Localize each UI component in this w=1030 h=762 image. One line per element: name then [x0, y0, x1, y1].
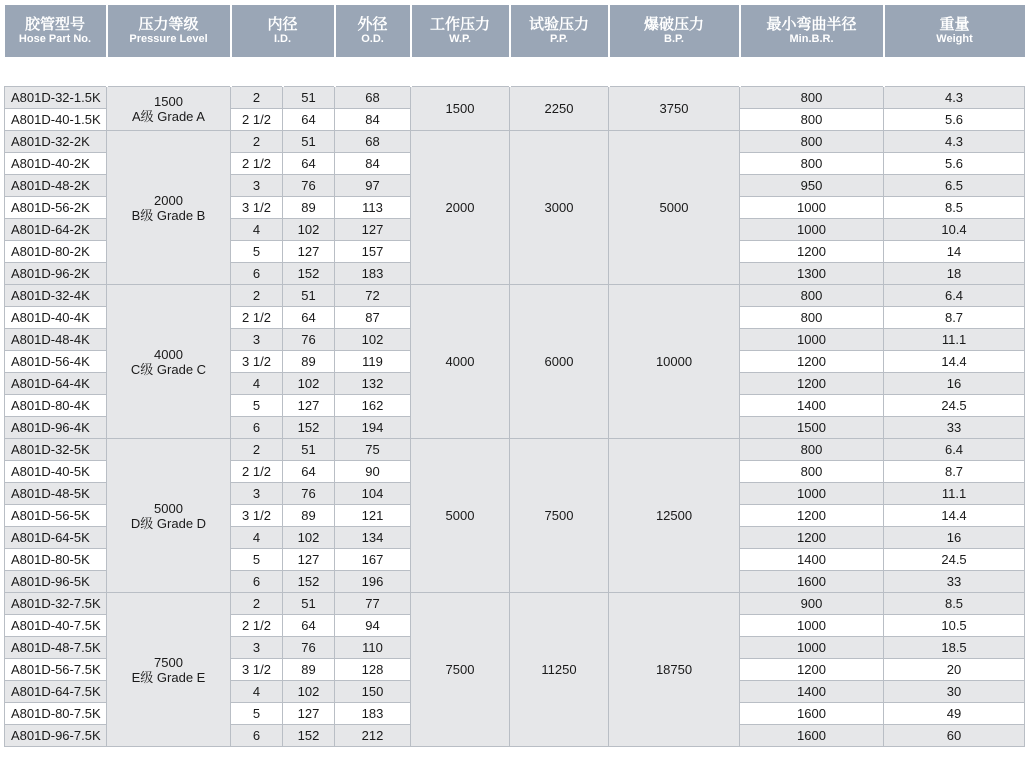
id-mm-cell: 64 [283, 461, 335, 483]
id-mm-cell: 127 [283, 703, 335, 725]
id-inch-cell: 3 [231, 175, 283, 197]
min-bend-radius-cell: 800 [740, 131, 884, 153]
weight-cell: 8.5 [884, 197, 1025, 219]
pressure-level-psi: 7500 [154, 654, 183, 670]
weight-cell: 4.3 [884, 131, 1025, 153]
pressure-level-psi: 1500 [154, 93, 183, 109]
id-inch-cell: 2 1/2 [231, 615, 283, 637]
min-bend-radius-cell: 800 [740, 285, 884, 307]
part-number-cell: A801D-40-5K [5, 461, 107, 483]
header-en: W.P. [449, 33, 471, 45]
part-number-cell: A801D-64-5K [5, 527, 107, 549]
id-inch-cell: 3 1/2 [231, 351, 283, 373]
weight-cell: 30 [884, 681, 1025, 703]
weight-cell: 18 [884, 263, 1025, 285]
header-en: O.D. [361, 33, 384, 45]
header-proof-pressure [510, 5, 609, 57]
unit-wp: psi [411, 57, 510, 87]
spec-table-body [5, 87, 1025, 747]
min-bend-radius-cell: 800 [740, 439, 884, 461]
id-mm-cell: 152 [283, 263, 335, 285]
id-inch-cell: 3 [231, 329, 283, 351]
pressure-level-cell [107, 87, 231, 131]
part-number-cell: A801D-56-4K [5, 351, 107, 373]
pressure-level-cell [107, 593, 231, 747]
id-mm-cell: 76 [283, 329, 335, 351]
min-bend-radius-cell: 1600 [740, 725, 884, 747]
header-en: Min.B.R. [789, 33, 834, 45]
unit-id-mm: mm [283, 57, 335, 87]
header-outer-diameter [335, 5, 411, 57]
id-mm-cell: 51 [283, 87, 335, 109]
id-inch-cell: 2 [231, 439, 283, 461]
min-bend-radius-cell: 1200 [740, 373, 884, 395]
od-mm-cell: 119 [335, 351, 411, 373]
id-mm-cell: 89 [283, 351, 335, 373]
part-number-cell: A801D-32-1.5K [5, 87, 107, 109]
id-inch-cell: 4 [231, 681, 283, 703]
id-mm-cell: 152 [283, 571, 335, 593]
header-zh: 爆破压力 [644, 15, 705, 33]
od-mm-cell: 150 [335, 681, 411, 703]
id-inch-cell: 5 [231, 703, 283, 725]
id-inch-cell: 5 [231, 395, 283, 417]
od-mm-cell: 183 [335, 263, 411, 285]
min-bend-radius-cell: 1500 [740, 417, 884, 439]
spec-table-container [4, 5, 1024, 747]
id-inch-cell: 2 [231, 87, 283, 109]
unit-id-inch: inch [231, 57, 283, 87]
od-mm-cell: 97 [335, 175, 411, 197]
weight-cell: 10.4 [884, 219, 1025, 241]
header-zh: 胶管型号 [24, 15, 85, 33]
od-mm-cell: 128 [335, 659, 411, 681]
weight-cell: 6.4 [884, 285, 1025, 307]
weight-cell: 14.4 [884, 351, 1025, 373]
id-mm-cell: 64 [283, 109, 335, 131]
id-inch-cell: 6 [231, 417, 283, 439]
id-inch-cell: 3 1/2 [231, 659, 283, 681]
header-pressure-level [107, 5, 231, 57]
weight-cell: 20 [884, 659, 1025, 681]
od-mm-cell: 212 [335, 725, 411, 747]
unit-bp: psi [609, 57, 740, 87]
min-bend-radius-cell: 1000 [740, 615, 884, 637]
weight-cell: 10.5 [884, 615, 1025, 637]
part-number-cell: A801D-80-2K [5, 241, 107, 263]
weight-cell: 11.1 [884, 329, 1025, 351]
pressure-level-cell [107, 285, 231, 439]
part-number-cell: A801D-48-5K [5, 483, 107, 505]
weight-cell: 33 [884, 571, 1025, 593]
min-bend-radius-cell: 800 [740, 87, 884, 109]
header-working-pressure [411, 5, 510, 57]
od-mm-cell: 110 [335, 637, 411, 659]
header-part-no [5, 5, 107, 57]
od-mm-cell: 134 [335, 527, 411, 549]
header-burst-pressure [609, 5, 740, 57]
min-bend-radius-cell: 1200 [740, 505, 884, 527]
weight-cell: 11.1 [884, 483, 1025, 505]
part-number-cell: A801D-40-7.5K [5, 615, 107, 637]
header-zh: 试验压力 [529, 15, 590, 33]
pp-cell: 3000 [510, 131, 609, 285]
weight-cell: 6.5 [884, 175, 1025, 197]
id-mm-cell: 51 [283, 593, 335, 615]
bp-cell: 5000 [609, 131, 740, 285]
header-zh: 最小弯曲半径 [766, 15, 857, 33]
pp-cell: 6000 [510, 285, 609, 439]
id-mm-cell: 76 [283, 175, 335, 197]
table-row [5, 131, 1025, 153]
wp-cell: 5000 [411, 439, 510, 593]
od-mm-cell: 68 [335, 131, 411, 153]
header-en: Hose Part No. [18, 33, 92, 45]
part-number-cell: A801D-32-4K [5, 285, 107, 307]
part-number-cell: A801D-80-5K [5, 549, 107, 571]
od-mm-cell: 157 [335, 241, 411, 263]
part-number-cell: A801D-40-1.5K [5, 109, 107, 131]
unit-od: mm [335, 57, 411, 87]
weight-cell: 24.5 [884, 549, 1025, 571]
part-number-cell: A801D-64-2K [5, 219, 107, 241]
id-mm-cell: 64 [283, 307, 335, 329]
od-mm-cell: 77 [335, 593, 411, 615]
min-bend-radius-cell: 800 [740, 307, 884, 329]
od-mm-cell: 72 [335, 285, 411, 307]
od-mm-cell: 84 [335, 153, 411, 175]
id-mm-cell: 152 [283, 417, 335, 439]
weight-cell: 14.4 [884, 505, 1025, 527]
min-bend-radius-cell: 1200 [740, 241, 884, 263]
pressure-grade: E级 Grade E [131, 669, 206, 685]
id-mm-cell: 89 [283, 505, 335, 527]
header-zh: 内径 [267, 15, 298, 33]
id-inch-cell: 3 1/2 [231, 505, 283, 527]
od-mm-cell: 75 [335, 439, 411, 461]
header-en: I.D. [273, 33, 292, 45]
min-bend-radius-cell: 1000 [740, 219, 884, 241]
min-bend-radius-cell: 800 [740, 109, 884, 131]
part-number-cell: A801D-96-4K [5, 417, 107, 439]
od-mm-cell: 194 [335, 417, 411, 439]
unit-pp: psi [510, 57, 609, 87]
weight-cell: 16 [884, 527, 1025, 549]
header-zh: 工作压力 [430, 15, 491, 33]
pressure-level-psi: 2000 [154, 192, 183, 208]
table-row [5, 439, 1025, 461]
id-inch-cell: 6 [231, 571, 283, 593]
weight-cell: 5.6 [884, 109, 1025, 131]
pressure-grade: A级 Grade A [132, 108, 205, 124]
weight-cell: 8.7 [884, 307, 1025, 329]
id-mm-cell: 127 [283, 395, 335, 417]
header-row [5, 5, 1025, 57]
pp-cell: 2250 [510, 87, 609, 131]
pressure-grade: D级 Grade D [130, 515, 207, 531]
header-en: Pressure Level [129, 33, 208, 45]
min-bend-radius-cell: 1200 [740, 527, 884, 549]
table-row [5, 87, 1025, 109]
od-mm-cell: 183 [335, 703, 411, 725]
part-number-cell: A801D-48-4K [5, 329, 107, 351]
id-mm-cell: 127 [283, 549, 335, 571]
header-min-bend-radius [740, 5, 884, 57]
pressure-grade: C级 Grade C [130, 361, 207, 377]
weight-cell: 5.6 [884, 153, 1025, 175]
table-row [5, 593, 1025, 615]
id-inch-cell: 2 [231, 593, 283, 615]
part-number-cell: A801D-64-7.5K [5, 681, 107, 703]
id-inch-cell: 4 [231, 527, 283, 549]
od-mm-cell: 132 [335, 373, 411, 395]
part-number-cell: A801D-56-7.5K [5, 659, 107, 681]
hose-spec-table [4, 5, 1025, 747]
id-inch-cell: 2 1/2 [231, 307, 283, 329]
id-inch-cell: 2 [231, 285, 283, 307]
min-bend-radius-cell: 1300 [740, 263, 884, 285]
pressure-grade: B级 Grade B [131, 207, 206, 223]
id-inch-cell: 5 [231, 549, 283, 571]
od-mm-cell: 84 [335, 109, 411, 131]
part-number-cell: A801D-32-2K [5, 131, 107, 153]
unit-part-blank [5, 57, 107, 87]
weight-cell: 16 [884, 373, 1025, 395]
weight-cell: 18.5 [884, 637, 1025, 659]
id-mm-cell: 76 [283, 483, 335, 505]
od-mm-cell: 90 [335, 461, 411, 483]
pressure-level-psi: 5000 [154, 500, 183, 516]
weight-cell: 8.7 [884, 461, 1025, 483]
part-number-cell: A801D-80-7.5K [5, 703, 107, 725]
table-row [5, 285, 1025, 307]
wp-cell: 4000 [411, 285, 510, 439]
min-bend-radius-cell: 1400 [740, 681, 884, 703]
header-zh: 压力等级 [138, 15, 199, 33]
unit-mbr: mm [740, 57, 884, 87]
header-zh: 重量 [939, 15, 970, 33]
od-mm-cell: 162 [335, 395, 411, 417]
wp-cell: 7500 [411, 593, 510, 747]
id-mm-cell: 152 [283, 725, 335, 747]
header-zh: 外径 [357, 15, 388, 33]
id-inch-cell: 2 [231, 131, 283, 153]
weight-cell: 14 [884, 241, 1025, 263]
units-row [5, 57, 1025, 87]
od-mm-cell: 102 [335, 329, 411, 351]
min-bend-radius-cell: 1400 [740, 395, 884, 417]
weight-cell: 24.5 [884, 395, 1025, 417]
bp-cell: 3750 [609, 87, 740, 131]
part-number-cell: A801D-40-4K [5, 307, 107, 329]
id-inch-cell: 2 1/2 [231, 153, 283, 175]
od-mm-cell: 127 [335, 219, 411, 241]
part-number-cell: A801D-96-7.5K [5, 725, 107, 747]
unit-level: psi [107, 57, 231, 87]
bp-cell: 18750 [609, 593, 740, 747]
id-mm-cell: 89 [283, 197, 335, 219]
weight-cell: 49 [884, 703, 1025, 725]
pressure-level-cell [107, 439, 231, 593]
id-inch-cell: 6 [231, 725, 283, 747]
min-bend-radius-cell: 1600 [740, 571, 884, 593]
weight-cell: 60 [884, 725, 1025, 747]
part-number-cell: A801D-56-2K [5, 197, 107, 219]
id-inch-cell: 3 1/2 [231, 197, 283, 219]
weight-cell: 8.5 [884, 593, 1025, 615]
part-number-cell: A801D-96-5K [5, 571, 107, 593]
header-en: B.P. [664, 33, 684, 45]
pp-cell: 11250 [510, 593, 609, 747]
id-inch-cell: 5 [231, 241, 283, 263]
min-bend-radius-cell: 1000 [740, 329, 884, 351]
min-bend-radius-cell: 1600 [740, 703, 884, 725]
part-number-cell: A801D-32-5K [5, 439, 107, 461]
od-mm-cell: 113 [335, 197, 411, 219]
part-number-cell: A801D-80-4K [5, 395, 107, 417]
od-mm-cell: 121 [335, 505, 411, 527]
id-mm-cell: 64 [283, 615, 335, 637]
min-bend-radius-cell: 1400 [740, 549, 884, 571]
id-inch-cell: 2 1/2 [231, 461, 283, 483]
id-mm-cell: 51 [283, 439, 335, 461]
min-bend-radius-cell: 1000 [740, 197, 884, 219]
id-inch-cell: 3 [231, 637, 283, 659]
part-number-cell: A801D-64-4K [5, 373, 107, 395]
id-mm-cell: 51 [283, 285, 335, 307]
id-inch-cell: 4 [231, 373, 283, 395]
id-mm-cell: 64 [283, 153, 335, 175]
bp-cell: 12500 [609, 439, 740, 593]
part-number-cell: A801D-48-2K [5, 175, 107, 197]
part-number-cell: A801D-56-5K [5, 505, 107, 527]
min-bend-radius-cell: 950 [740, 175, 884, 197]
min-bend-radius-cell: 1000 [740, 483, 884, 505]
header-en: P.P. [550, 33, 568, 45]
id-mm-cell: 102 [283, 373, 335, 395]
id-mm-cell: 102 [283, 219, 335, 241]
weight-cell: 33 [884, 417, 1025, 439]
part-number-cell: A801D-96-2K [5, 263, 107, 285]
part-number-cell: A801D-40-2K [5, 153, 107, 175]
id-inch-cell: 6 [231, 263, 283, 285]
od-mm-cell: 68 [335, 87, 411, 109]
wp-cell: 1500 [411, 87, 510, 131]
min-bend-radius-cell: 1000 [740, 637, 884, 659]
od-mm-cell: 104 [335, 483, 411, 505]
header-weight [884, 5, 1025, 57]
min-bend-radius-cell: 800 [740, 461, 884, 483]
id-inch-cell: 2 1/2 [231, 109, 283, 131]
pressure-level-cell [107, 131, 231, 285]
part-number-cell: A801D-32-7.5K [5, 593, 107, 615]
pressure-level-psi: 4000 [154, 346, 183, 362]
bp-cell: 10000 [609, 285, 740, 439]
min-bend-radius-cell: 900 [740, 593, 884, 615]
id-inch-cell: 3 [231, 483, 283, 505]
pp-cell: 7500 [510, 439, 609, 593]
wp-cell: 2000 [411, 131, 510, 285]
id-inch-cell: 4 [231, 219, 283, 241]
header-inner-diameter [231, 5, 335, 57]
weight-cell: 6.4 [884, 439, 1025, 461]
od-mm-cell: 94 [335, 615, 411, 637]
min-bend-radius-cell: 800 [740, 153, 884, 175]
od-mm-cell: 87 [335, 307, 411, 329]
id-mm-cell: 102 [283, 527, 335, 549]
unit-weight: kg/m [884, 57, 1025, 87]
id-mm-cell: 89 [283, 659, 335, 681]
od-mm-cell: 167 [335, 549, 411, 571]
part-number-cell: A801D-48-7.5K [5, 637, 107, 659]
weight-cell: 4.3 [884, 87, 1025, 109]
min-bend-radius-cell: 1200 [740, 351, 884, 373]
id-mm-cell: 102 [283, 681, 335, 703]
id-mm-cell: 76 [283, 637, 335, 659]
id-mm-cell: 127 [283, 241, 335, 263]
header-en: Weight [936, 33, 973, 45]
min-bend-radius-cell: 1200 [740, 659, 884, 681]
od-mm-cell: 196 [335, 571, 411, 593]
id-mm-cell: 51 [283, 131, 335, 153]
